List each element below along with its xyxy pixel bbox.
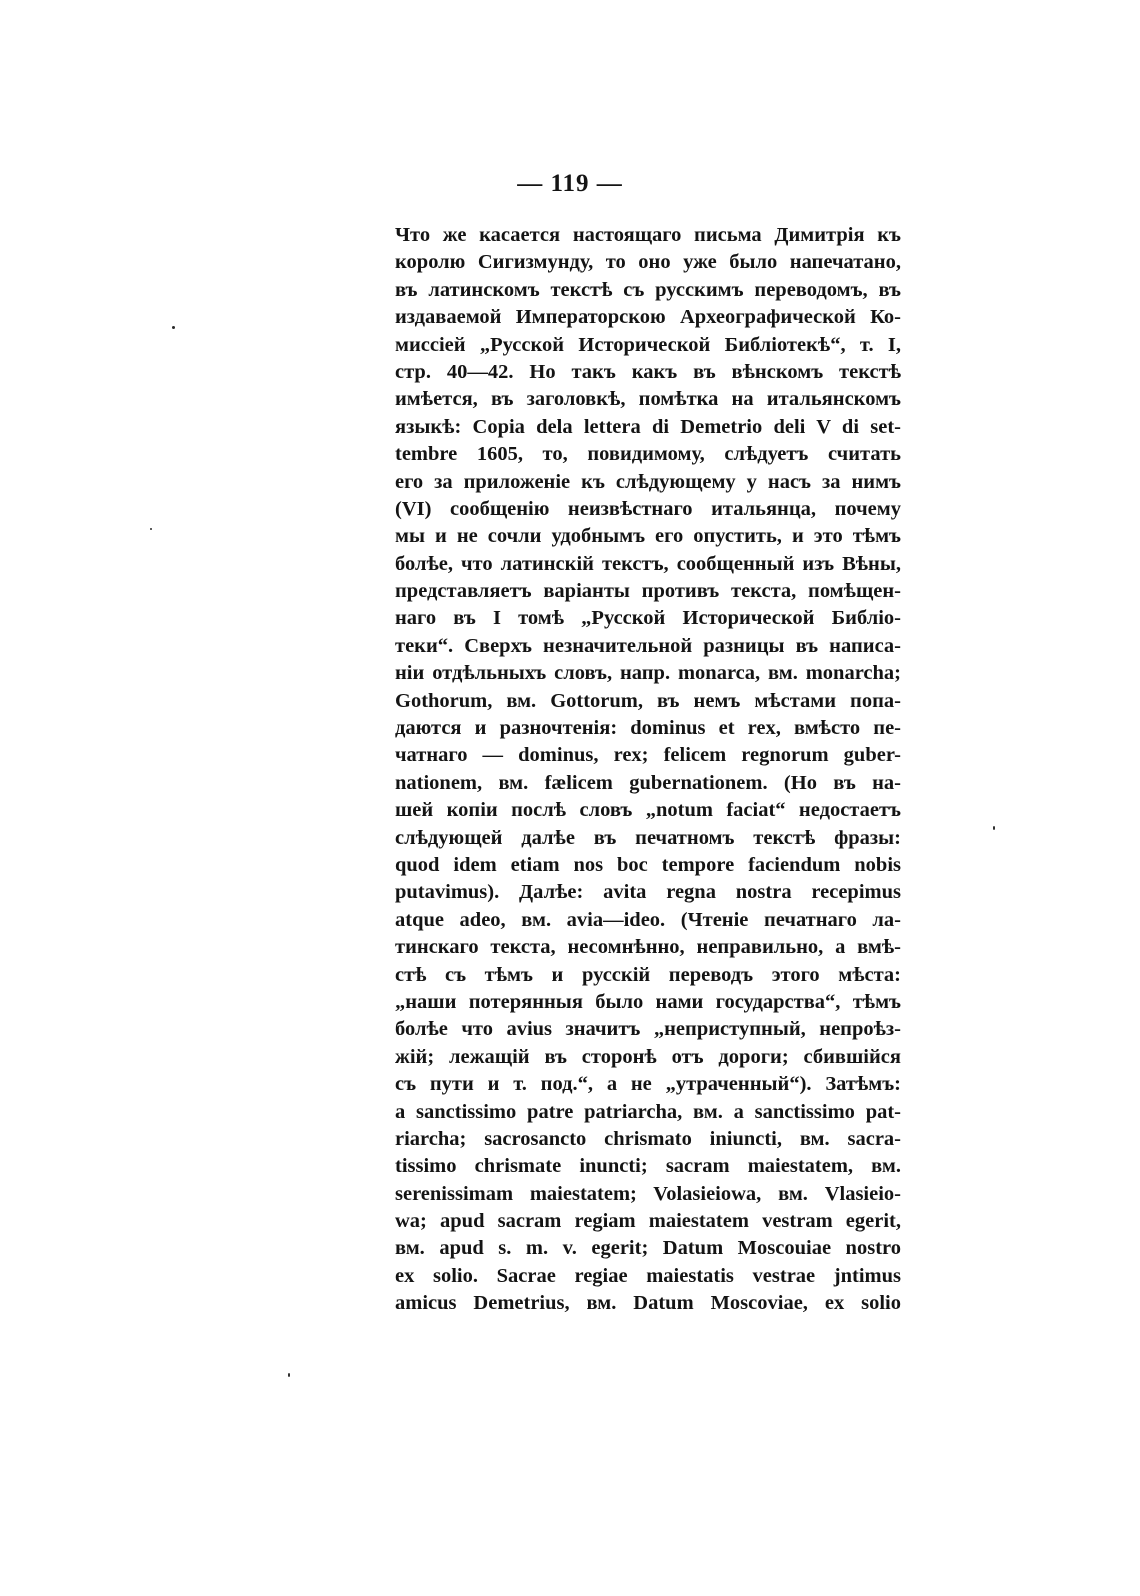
text-line: болѣе что avius значитъ „неприступный, непроѣз- — [395, 1018, 901, 1041]
text-line: болѣе, что латинскій текстъ, сообщенный изъ Вѣны, — [395, 552, 901, 575]
text-line: quod idem etiam nos boc tempore faciendum nobis — [395, 853, 901, 876]
text-line: имѣется, въ заголовкѣ, помѣтка на итальянскомъ — [395, 388, 901, 411]
text-line: миссіей „Русской Исторической Библіотекѣ“, т. I, — [395, 333, 901, 356]
text-line: стр. 40—42. Но такъ какъ въ вѣнскомъ текстѣ — [395, 360, 901, 383]
text-line: вм. apud s. m. v. egerit; Datum Moscouiae nostro — [395, 1237, 901, 1260]
text-line: ex solio. Sacrae regiae maiestatis vestrae jntimus — [395, 1264, 901, 1287]
text-line: wa; apud sacram regiam maiestatem vestram egerit, — [395, 1210, 901, 1233]
text-line: a sanctissimo patre patriarcha, вм. a sanctissimo pat- — [395, 1100, 901, 1123]
text-line: тинскаго текста, несомнѣнно, неправильно, а вмѣ- — [395, 936, 901, 959]
scan-speck — [288, 1373, 290, 1377]
text-line: ніи отдѣльныхъ словъ, напр. monarca, вм. monarcha; — [395, 662, 901, 685]
text-line: представляетъ варіанты противъ текста, помѣщен- — [395, 580, 901, 603]
text-line: языкѣ: Copia dela lettera di Demetrio deli V di set- — [395, 415, 901, 438]
text-line: Gothorum, вм. Gottorum, въ немъ мѣстами попа- — [395, 689, 901, 712]
text-line: Что же касается настоящаго письма Димитрія къ — [395, 224, 901, 246]
text-line: слѣдующей далѣе въ печатномъ текстѣ фразы: — [395, 826, 901, 849]
text-line: королю Сигизмунду, то оно уже было напечатано, — [395, 251, 901, 274]
scan-speck — [993, 826, 995, 830]
text-line: putavimus). Далѣе: avita regna nostra recepimus — [395, 881, 901, 904]
text-line: nationem, вм. fælicem gubernationem. (Но въ на- — [395, 771, 901, 794]
text-line: serenissimam maiestatem; Volasieiowa, вм. Vlasieio- — [395, 1182, 901, 1205]
text-line: даются и разночтенія: dominus et rex, вмѣсто пе- — [395, 717, 901, 740]
text-line: tissimo chrismate inuncti; sacram maiestatem, вм. — [395, 1155, 901, 1178]
text-line: „наши потерянныя было нами государства“, тѣмъ — [395, 990, 901, 1013]
body-text — [395, 222, 901, 1318]
text-line: (VI) сообщенію неизвѣстнаго итальянца, почему — [395, 497, 901, 520]
text-line: съ пути и т. под.“, а не „утраченный“). Затѣмъ: — [395, 1073, 901, 1096]
text-line: tembre 1605, то, повидимому, слѣдуетъ считать — [395, 443, 901, 466]
text-line: atque adeo, вм. avia—ideo. (Чтеніе печатнаго ла- — [395, 908, 901, 931]
page-number: — 119 — — [517, 170, 623, 197]
scan-speck — [150, 528, 152, 530]
text-line: въ латинскомъ текстѣ съ русскимъ переводомъ, въ — [395, 278, 901, 301]
text-line: жій; лежащій въ сторонѣ отъ дороги; сбившійся — [395, 1045, 901, 1068]
text-line: его за приложеніе къ слѣдующему у насъ за нимъ — [395, 470, 901, 493]
text-line: riarcha; sacrosancto chrismato iniuncti, вм. sacra- — [395, 1127, 901, 1150]
text-line: наго въ I томѣ „Русской Исторической Библіо- — [395, 607, 901, 630]
scan-speck — [172, 326, 175, 329]
text-line: издаваемой Императорскою Археографической Ко- — [395, 306, 901, 329]
text-line: шей копіи послѣ словъ „notum faciat“ недостаетъ — [395, 799, 901, 822]
text-line: amicus Demetrius, вм. Datum Moscoviae, ex solio — [395, 1292, 901, 1315]
text-line: мы и не сочли удобнымъ его опустить, и это тѣмъ — [395, 525, 901, 548]
text-line: теки“. Сверхъ незначительной разницы въ написа- — [395, 634, 901, 657]
text-line: чатнаго — dominus, rex; felicem regnorum guber- — [395, 744, 901, 767]
text-line: стѣ съ тѣмъ и русскій переводъ этого мѣста: — [395, 963, 901, 986]
